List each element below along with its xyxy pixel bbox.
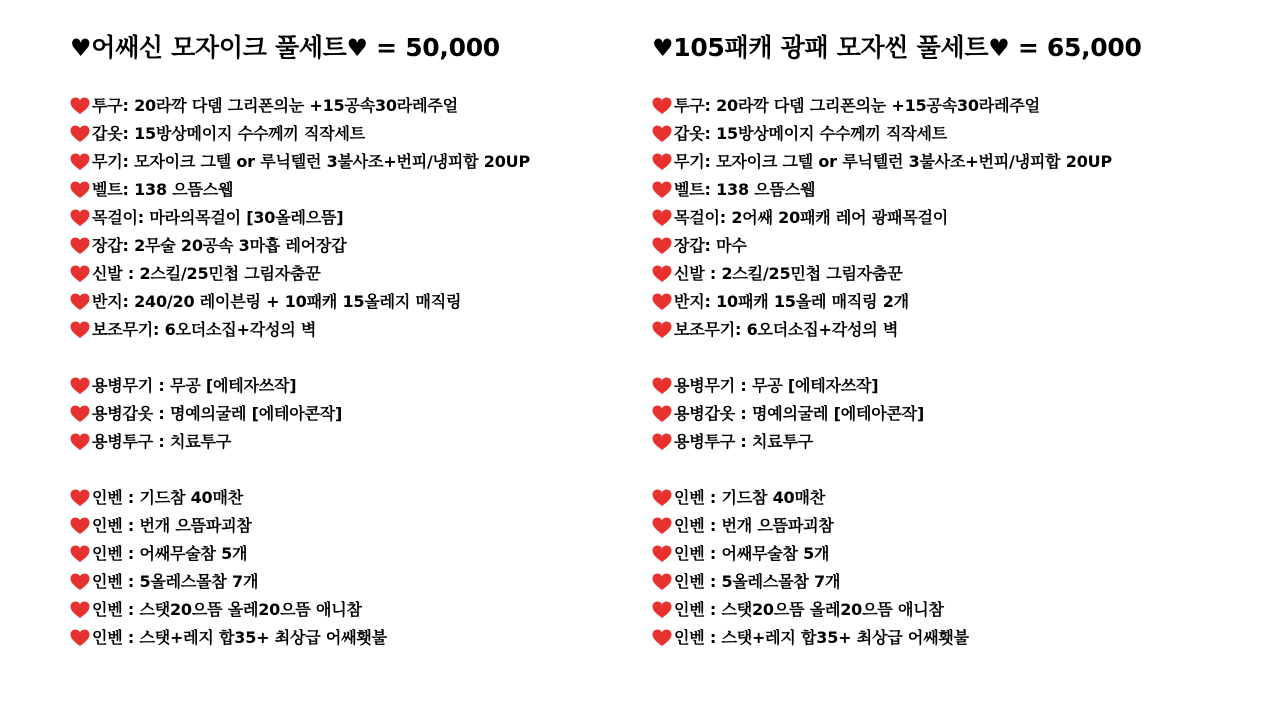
item-text: 반지: 240/20 레이븐링 + 10패캐 15올레지 매직링 bbox=[92, 292, 462, 311]
item-text: 용병갑옷 : 명예의굴레 [에테아콘작] bbox=[674, 404, 925, 423]
list-item bbox=[652, 232, 1142, 260]
list-item bbox=[652, 624, 1142, 652]
list-item bbox=[652, 204, 1142, 232]
item-text: 인벤 : 번개 으뜸파괴참 bbox=[92, 516, 252, 535]
left-set-column bbox=[70, 28, 530, 680]
list-item bbox=[70, 316, 530, 344]
item-text: 벨트: 138 으뜸스웹 bbox=[674, 180, 816, 199]
list-item bbox=[70, 204, 530, 232]
list-item bbox=[70, 288, 530, 316]
list-item bbox=[652, 260, 1142, 288]
list-item bbox=[652, 512, 1142, 540]
list-item bbox=[70, 540, 530, 568]
red-heart-icon bbox=[70, 377, 90, 395]
list-item bbox=[70, 400, 530, 428]
red-heart-icon bbox=[652, 489, 672, 507]
item-text: 인벤 : 어쌔무술참 5개 bbox=[674, 544, 830, 563]
red-heart-icon bbox=[70, 209, 90, 227]
item-text: 목걸이: 마라의목걸이 [30올레으뜸] bbox=[92, 208, 344, 227]
item-text: 인벤 : 스탯20으뜸 올레20으뜸 애니참 bbox=[674, 600, 944, 619]
left-set-price: = 50,000 bbox=[376, 33, 500, 62]
list-item bbox=[652, 120, 1142, 148]
item-text: 투구: 20라깍 다뎀 그리폰의눈 +15공속30라레주얼 bbox=[674, 96, 1040, 115]
red-heart-icon bbox=[652, 629, 672, 647]
item-text: 투구: 20라깍 다뎀 그리폰의눈 +15공속30라레주얼 bbox=[92, 96, 458, 115]
item-text: 갑옷: 15방상메이지 수수께끼 직작세트 bbox=[674, 124, 948, 143]
item-text: 용병무기 : 무공 [에테자쓰작] bbox=[674, 376, 879, 395]
left-group-0 bbox=[70, 92, 530, 344]
item-text: 보조무기: 6오더소집+각성의 벽 bbox=[92, 320, 317, 339]
list-item bbox=[652, 176, 1142, 204]
list-item bbox=[70, 120, 530, 148]
red-heart-icon bbox=[652, 209, 672, 227]
item-text: 인벤 : 어쌔무술참 5개 bbox=[92, 544, 248, 563]
left-group-2 bbox=[70, 484, 530, 652]
item-text: 장갑: 마수 bbox=[674, 236, 747, 255]
list-item bbox=[70, 176, 530, 204]
list-item bbox=[70, 372, 530, 400]
item-text: 용병투구 : 치료투구 bbox=[674, 432, 813, 451]
right-set-name: 105패캐 광패 모자씬 풀세트 bbox=[673, 33, 989, 62]
black-heart-icon: ♥ bbox=[652, 34, 674, 62]
list-item bbox=[652, 540, 1142, 568]
red-heart-icon bbox=[652, 153, 672, 171]
black-heart-icon: ♥ bbox=[70, 34, 92, 62]
red-heart-icon bbox=[652, 405, 672, 423]
right-group-2 bbox=[652, 484, 1142, 652]
red-heart-icon bbox=[652, 237, 672, 255]
item-text: 용병무기 : 무공 [에테자쓰작] bbox=[92, 376, 297, 395]
red-heart-icon bbox=[652, 293, 672, 311]
list-item bbox=[70, 232, 530, 260]
item-text: 보조무기: 6오더소집+각성의 벽 bbox=[674, 320, 899, 339]
list-item bbox=[70, 260, 530, 288]
red-heart-icon bbox=[652, 377, 672, 395]
list-item bbox=[70, 596, 530, 624]
item-text: 인벤 : 번개 으뜸파괴참 bbox=[674, 516, 834, 535]
right-set-price: = 65,000 bbox=[1017, 33, 1142, 62]
list-item bbox=[652, 92, 1142, 120]
left-group-1 bbox=[70, 372, 530, 456]
list-item bbox=[70, 484, 530, 512]
list-item bbox=[652, 428, 1142, 456]
red-heart-icon bbox=[652, 97, 672, 115]
item-text: 인벤 : 기드참 40매찬 bbox=[92, 488, 243, 507]
list-item bbox=[70, 428, 530, 456]
item-text: 신발 : 2스킬/25민첩 그림자춤꾼 bbox=[674, 264, 903, 283]
list-item bbox=[652, 596, 1142, 624]
red-heart-icon bbox=[652, 517, 672, 535]
right-group-0 bbox=[652, 92, 1142, 344]
right-set-title bbox=[652, 28, 1142, 68]
red-heart-icon bbox=[652, 573, 672, 591]
red-heart-icon bbox=[70, 517, 90, 535]
left-set-name: 어쌔신 모자이크 풀세트 bbox=[91, 33, 347, 62]
black-heart-icon: ♥ bbox=[346, 34, 368, 62]
list-item bbox=[652, 148, 1142, 176]
item-text: 인벤 : 5올레스몰참 7개 bbox=[674, 572, 841, 591]
item-text: 인벤 : 5올레스몰참 7개 bbox=[92, 572, 259, 591]
left-item-list bbox=[70, 92, 530, 652]
list-item bbox=[652, 568, 1142, 596]
left-set-title bbox=[70, 28, 530, 68]
list-item bbox=[652, 484, 1142, 512]
red-heart-icon bbox=[70, 265, 90, 283]
item-text: 신발 : 2스킬/25민첩 그림자춤꾼 bbox=[92, 264, 321, 283]
item-text: 벨트: 138 으뜸스웹 bbox=[92, 180, 234, 199]
red-heart-icon bbox=[70, 545, 90, 563]
item-text: 용병투구 : 치료투구 bbox=[92, 432, 231, 451]
item-text: 반지: 10패캐 15올레 매직링 2개 bbox=[674, 292, 909, 311]
red-heart-icon bbox=[652, 265, 672, 283]
red-heart-icon bbox=[70, 321, 90, 339]
list-item bbox=[70, 512, 530, 540]
item-text: 용병갑옷 : 명예의굴레 [에테아콘작] bbox=[92, 404, 343, 423]
red-heart-icon bbox=[70, 573, 90, 591]
black-heart-icon: ♥ bbox=[988, 34, 1010, 62]
right-set-column bbox=[652, 28, 1142, 680]
list-item bbox=[70, 624, 530, 652]
red-heart-icon bbox=[70, 489, 90, 507]
list-item bbox=[652, 372, 1142, 400]
red-heart-icon bbox=[70, 153, 90, 171]
item-text: 목걸이: 2어쌔 20패캐 레어 광패목걸이 bbox=[674, 208, 949, 227]
red-heart-icon bbox=[70, 97, 90, 115]
red-heart-icon bbox=[70, 601, 90, 619]
item-text: 무기: 모자이크 그텔 or 루닉텔런 3불사조+번피/냉피합 20UP bbox=[92, 152, 530, 171]
red-heart-icon bbox=[652, 601, 672, 619]
list-item bbox=[70, 568, 530, 596]
right-group-1 bbox=[652, 372, 1142, 456]
red-heart-icon bbox=[652, 125, 672, 143]
item-text: 갑옷: 15방상메이지 수수께끼 직작세트 bbox=[92, 124, 366, 143]
list-item bbox=[652, 400, 1142, 428]
right-item-list bbox=[652, 92, 1142, 652]
red-heart-icon bbox=[652, 545, 672, 563]
red-heart-icon bbox=[70, 629, 90, 647]
red-heart-icon bbox=[70, 293, 90, 311]
red-heart-icon bbox=[652, 433, 672, 451]
list-item bbox=[652, 316, 1142, 344]
red-heart-icon bbox=[70, 237, 90, 255]
list-item bbox=[70, 92, 530, 120]
red-heart-icon bbox=[70, 405, 90, 423]
red-heart-icon bbox=[652, 321, 672, 339]
red-heart-icon bbox=[70, 433, 90, 451]
item-text: 인벤 : 스탯20으뜸 올레20으뜸 애니참 bbox=[92, 600, 362, 619]
list-item bbox=[652, 288, 1142, 316]
red-heart-icon bbox=[652, 181, 672, 199]
item-text: 무기: 모자이크 그텔 or 루닉텔런 3불사조+번피/냉피합 20UP bbox=[674, 152, 1112, 171]
item-text: 인벤 : 스탯+레지 합35+ 최상급 어쌔횃불 bbox=[674, 628, 969, 647]
item-text: 인벤 : 스탯+레지 합35+ 최상급 어쌔횃불 bbox=[92, 628, 387, 647]
item-text: 장갑: 2무술 20공속 3마흡 레어장갑 bbox=[92, 236, 347, 255]
red-heart-icon bbox=[70, 125, 90, 143]
list-item bbox=[70, 148, 530, 176]
item-text: 인벤 : 기드참 40매찬 bbox=[674, 488, 825, 507]
red-heart-icon bbox=[70, 181, 90, 199]
